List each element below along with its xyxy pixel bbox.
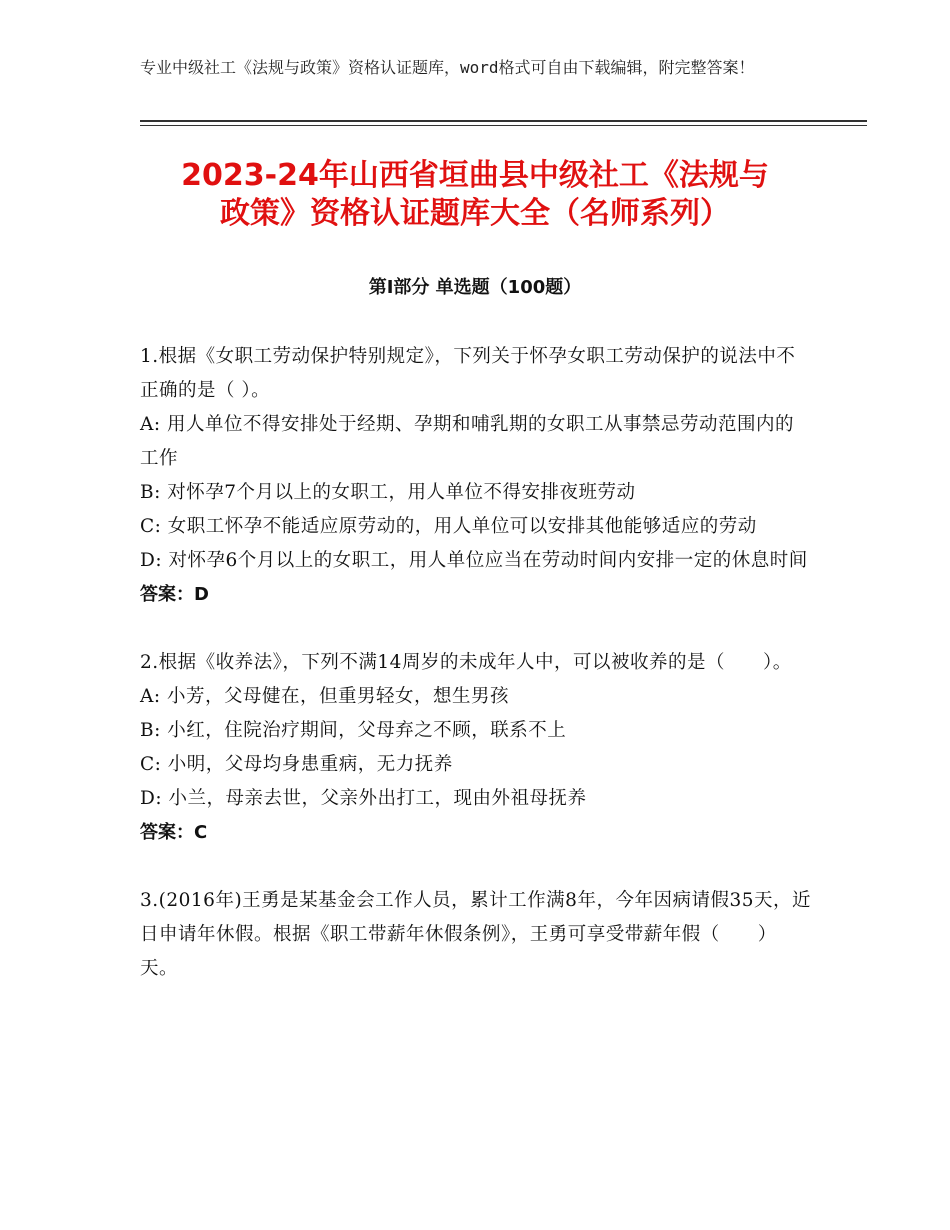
option-c: C: 小明，父母均身患重病，无力抚养 bbox=[140, 754, 453, 775]
question-list bbox=[140, 340, 812, 1020]
header-note: 专业中级社工《法规与政策》资格认证题库，word格式可自由下载编辑，附完整答案！ bbox=[140, 58, 755, 77]
option-a: A: 小芳，父母健在，但重男轻女，想生男孩 bbox=[140, 686, 509, 707]
question-stem: 1.根据《女职工劳动保护特别规定》，下列关于怀孕女职工劳动保护的说法中不正确的是（ ）。 bbox=[140, 346, 796, 401]
question-stem: 2.根据《收养法》，下列不满14周岁的未成年人中，可以被收养的是（ ）。 bbox=[140, 652, 792, 673]
question-3 bbox=[140, 884, 812, 986]
option-c: C: 女职工怀孕不能适应原劳动的，用人单位可以安排其他能够适应的劳动 bbox=[140, 516, 757, 537]
option-d: D: 小兰，母亲去世，父亲外出打工，现由外祖母抚养 bbox=[140, 788, 587, 809]
header-rule bbox=[140, 120, 867, 122]
option-b: B: 小红，住院治疗期间，父母弃之不顾，联系不上 bbox=[140, 720, 567, 741]
option-d: D: 对怀孕6个月以上的女职工，用人单位应当在劳动时间内安排一定的休息时间 bbox=[140, 550, 808, 571]
document-title bbox=[120, 157, 830, 233]
title-line-1: 2023-24年山西省垣曲县中级社工《法规与 bbox=[181, 158, 769, 193]
option-a: A: 用人单位不得安排处于经期、孕期和哺乳期的女职工从事禁忌劳动范围内的工作 bbox=[140, 414, 794, 469]
answer-label: 答案：D bbox=[140, 584, 209, 605]
header-rule-thin bbox=[140, 125, 867, 126]
title-line-2: 政策》资格认证题库大全（名师系列） bbox=[220, 196, 730, 231]
section-heading: 第Ⅰ部分 单选题（100题） bbox=[368, 277, 582, 298]
question-2 bbox=[140, 646, 812, 850]
question-1 bbox=[140, 340, 812, 612]
answer-label: 答案：C bbox=[140, 822, 208, 843]
question-stem: 3.(2016年)王勇是某基金会工作人员，累计工作满8年，今年因病请假35天，近日申请年休假。根据《职工带薪年休假条例》，王勇可享受带薪年假（ ）天。 bbox=[140, 890, 811, 979]
option-b: B: 对怀孕7个月以上的女职工，用人单位不得安排夜班劳动 bbox=[140, 482, 636, 503]
